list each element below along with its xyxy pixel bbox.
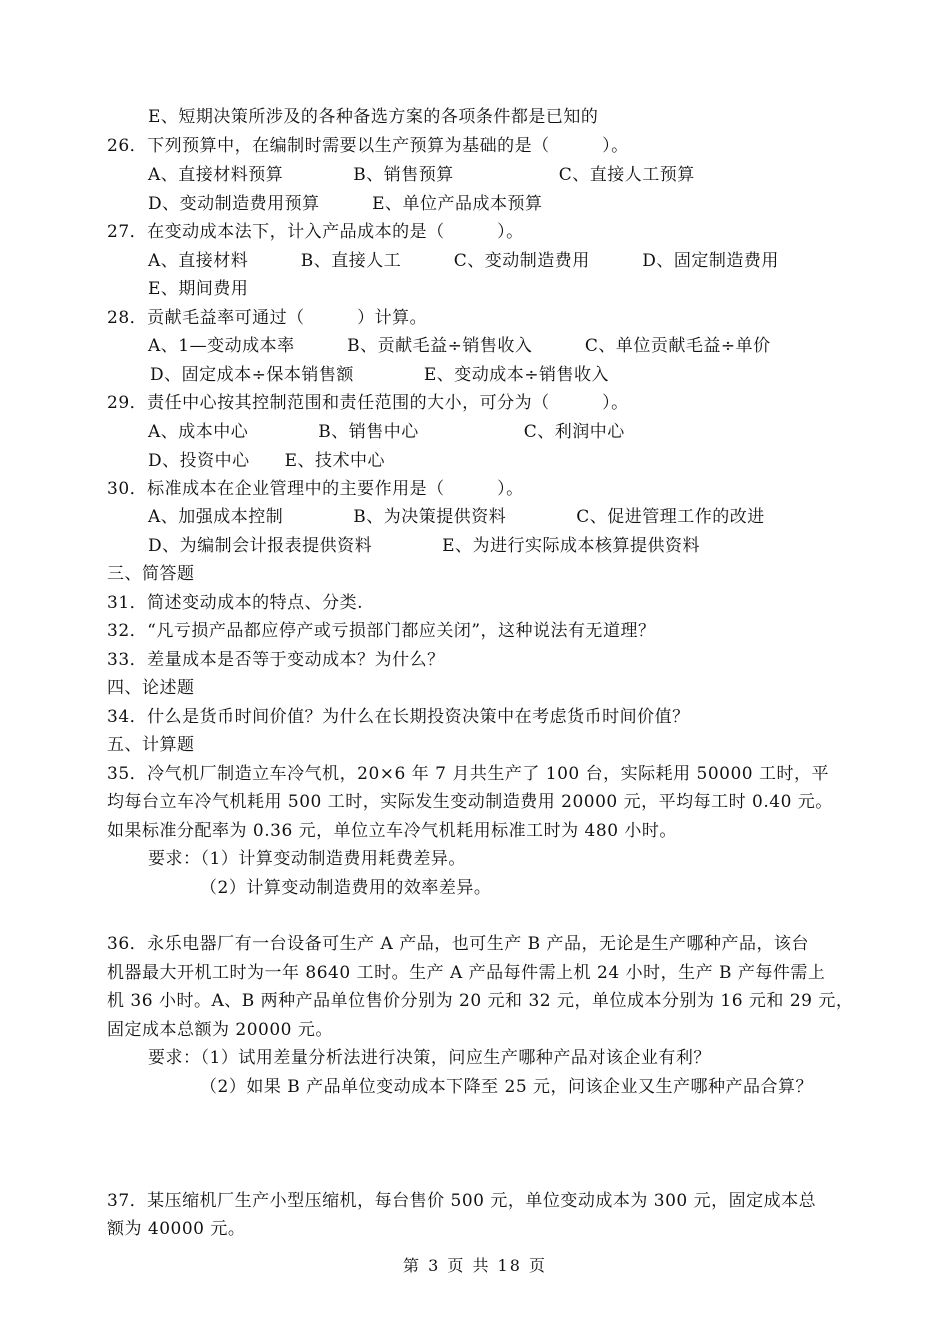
paragraph-line: 机器最大开机工时为一年 8640 工时。生产 A 产品每件需上机 24 小时，生产 B 产每件需上 [107, 963, 826, 983]
option-line: E、短期决策所涉及的各种备选方案的各项条件都是已知的 [148, 107, 599, 127]
section-heading: 三、简答题 [107, 564, 195, 584]
section-heading: 五、计算题 [107, 735, 195, 755]
question-32: 32．“凡亏损产品都应停产或亏损部门都应关闭”，这种说法有无道理？ [107, 621, 656, 641]
page-footer: 第 3 页 共 18 页 [403, 1256, 547, 1275]
question-26: 26．下列预算中，在编制时需要以生产预算为基础的是（ ）。 [107, 136, 629, 156]
paragraph-line: 如果标准分配率为 0.36 元，单位立车冷气机耗用标准工时为 480 小时。 [107, 821, 677, 841]
question-37: 37．某压缩机厂生产小型压缩机，每台售价 500 元，单位变动成本为 300 元，固定成本总 [107, 1191, 817, 1211]
option-line: E、期间费用 [148, 279, 249, 299]
section-heading: 四、论述题 [107, 678, 195, 698]
question-27: 27．在变动成本法下，计入产品成本的是（ ）。 [107, 222, 524, 242]
option-line: D、固定成本÷保本销售额 E、变动成本÷销售收入 [150, 365, 610, 385]
paragraph-line: 额为 40000 元。 [107, 1219, 246, 1239]
question-34: 34．什么是货币时间价值？为什么在长期投资决策中在考虑货币时间价值？ [107, 707, 690, 727]
option-line: D、变动制造费用预算 E、单位产品成本预算 [148, 194, 543, 214]
option-line: A、直接材料预算 B、销售预算 C、直接人工预算 [148, 165, 695, 185]
paragraph-line: 均每台立车冷气机耗用 500 工时，实际发生变动制造费用 20000 元，平均每工时 0.40 元。 [107, 792, 833, 812]
option-line: A、加强成本控制 B、为决策提供资料 C、促进管理工作的改进 [148, 507, 765, 527]
option-line: A、1—变动成本率 B、贡献毛益÷销售收入 C、单位贡献毛益÷单价 [148, 336, 771, 356]
option-line: A、直接材料 B、直接人工 C、变动制造费用 D、固定制造费用 [148, 251, 779, 271]
question-29: 29．责任中心按其控制范围和责任范围的大小，可分为（ ）。 [107, 393, 629, 413]
requirement-line: （2）计算变动制造费用的效率差异。 [200, 878, 492, 898]
question-36: 36．永乐电器厂有一台设备可生产 A 产品，也可生产 B 产品，无论是生产哪种产品，该台 [107, 934, 810, 954]
question-28: 28．贡献毛益率可通过（ ）计算。 [107, 308, 428, 328]
requirement-line: 要求：（1）计算变动制造费用耗费差异。 [148, 849, 466, 869]
question-35: 35．冷气机厂制造立车冷气机，20×6 年 7 月共生产了 100 台，实际耗用 50000 工时，平 [107, 764, 829, 784]
option-line: D、为编制会计报表提供资料 E、为进行实际成本核算提供资料 [148, 536, 701, 556]
requirement-line: 要求：（1）试用差量分析法进行决策，问应生产哪种产品对该企业有利？ [148, 1048, 711, 1068]
paragraph-line: 固定成本总额为 20000 元。 [107, 1020, 333, 1040]
question-30: 30．标准成本在企业管理中的主要作用是（ ）。 [107, 479, 524, 499]
question-33: 33．差量成本是否等于变动成本？为什么？ [107, 650, 445, 670]
question-31: 31．简述变动成本的特点、分类. [107, 593, 364, 613]
paragraph-line: 机 36 小时。A、B 两种产品单位售价分别为 20 元和 32 元，单位成本分别为 16 元和 29 元， [107, 991, 854, 1011]
requirement-line: （2）如果 B 产品单位变动成本下降至 25 元，问该企业又生产哪种产品合算？ [200, 1077, 814, 1097]
option-line: D、投资中心 E、技术中心 [148, 451, 386, 471]
option-line: A、成本中心 B、销售中心 C、利润中心 [148, 422, 625, 442]
